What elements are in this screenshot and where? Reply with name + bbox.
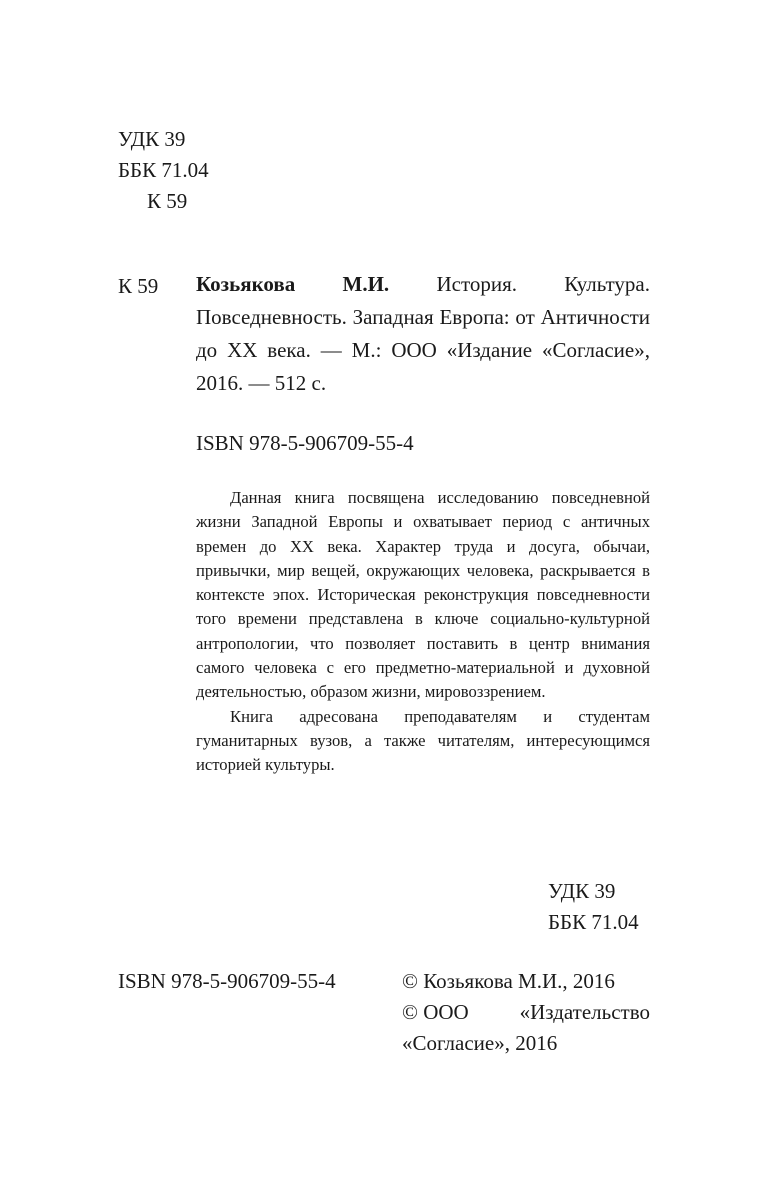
copyright-publisher-line [402, 997, 650, 1028]
top-udk: УДК 39 [118, 127, 186, 151]
copyright-publisher-name: «Издательство [519, 1000, 650, 1024]
copyright-publisher-prefix: © ООО [402, 1000, 469, 1024]
bottom-bbk: ББК 71.04 [548, 910, 639, 934]
top-bbk: ББК 71.04 [118, 158, 209, 182]
isbn-bottom: ISBN 978-5-906709-55-4 [118, 969, 336, 993]
bottom-udk: УДК 39 [548, 879, 616, 903]
entry-description: История. Культура. Повседневность. Западная Европа: от Античности до XX века. — М.: ООО «Издание «Согласие», 2016. — 512 с. [196, 272, 650, 395]
abstract-paragraph-1: Данная книга посвящена исследованию повседневной жизни Западной Европы и охватывает период с античных времен до XX века. Характер труда и досуга, обычаи, привычки, мир вещей, окружающих человека, раскрывается в контексте эпох. Историческая реконструкция повседневности того времени представлена в ключе социально-культурной антропологии, что позволяет поставить в центр внимания самого человека с его предметно-материальной и духовной деятельностью, образом жизни, мировоззрением. [196, 488, 650, 702]
copyright-publisher-year: «Согласие», 2016 [402, 1031, 558, 1055]
abstract [196, 486, 650, 778]
entry-author: Козьякова М.И. [196, 272, 390, 296]
entry-mark: К 59 [118, 274, 159, 298]
top-author-mark: К 59 [147, 189, 188, 213]
copyright-author: © Козьякова М.И., 2016 [402, 969, 615, 993]
isbn-main: ISBN 978-5-906709-55-4 [196, 431, 414, 455]
bibliographic-entry [196, 268, 650, 400]
abstract-paragraph-2: Книга адресована преподавателям и студентам гуманитарных вузов, а также читателям, интересующимся историей культуры. [196, 706, 650, 775]
copyright-block [402, 966, 650, 1059]
